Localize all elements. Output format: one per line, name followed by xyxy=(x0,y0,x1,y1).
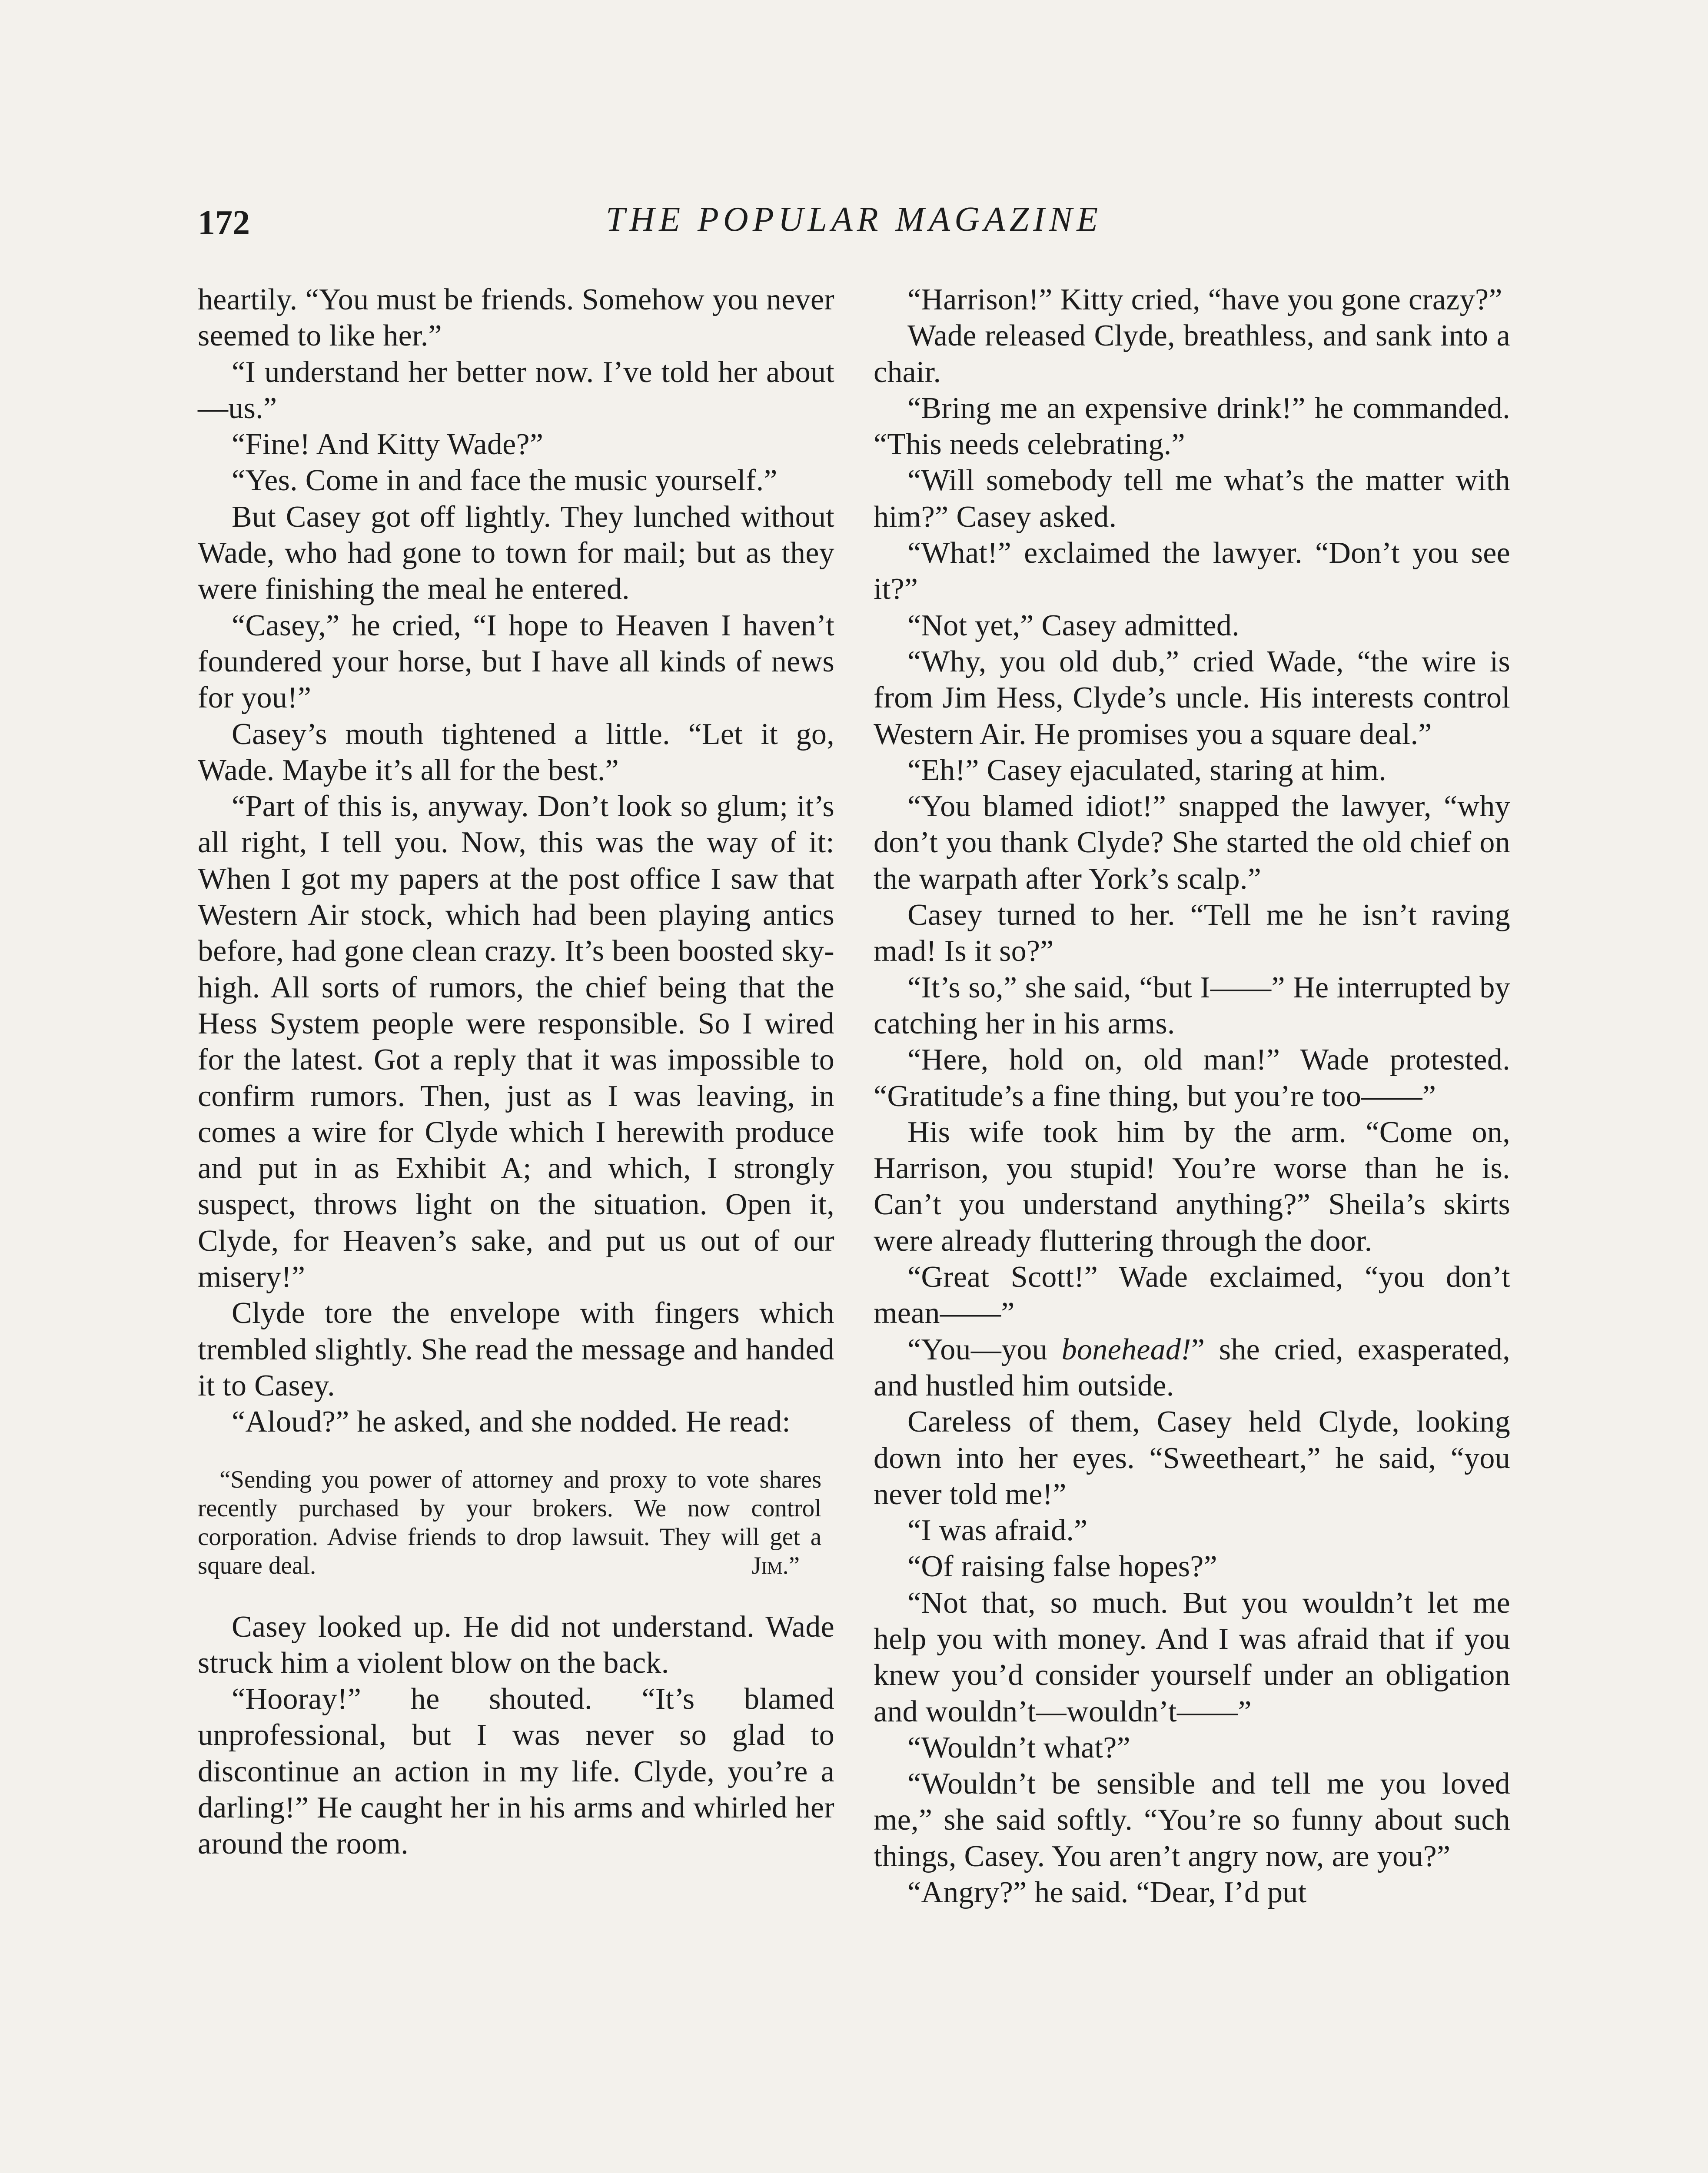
paragraph: “Wouldn’t be sensible and tell me you loved me,” she said softly. “You’re so funny about such things, Casey. You aren’t angry now, are you?” xyxy=(874,1767,1510,1873)
paragraph: “Of raising false hopes?” xyxy=(907,1550,1218,1584)
paragraph: “Here, hold on, old man!” Wade protested. “Gratitude’s a fine thing, but you’re too——” xyxy=(874,1043,1510,1113)
paragraph: Clyde tore the envelope with fingers which trembled slightly. She read the message and handed it to Casey. xyxy=(198,1296,834,1402)
paragraph: “Casey,” he cried, “I hope to Heaven I haven’t foundered your horse, but I have all kinds of news for you!” xyxy=(198,608,834,715)
emphasis-text: bonehead! xyxy=(1061,1332,1191,1366)
paragraph: Careless of them, Casey held Clyde, looking down into her eyes. “Sweetheart,” he said, “you never told me!” xyxy=(874,1405,1510,1511)
paragraph: “Aloud?” he asked, and she nodded. He read: xyxy=(232,1405,791,1439)
paragraph: Casey turned to her. “Tell me he isn’t raving mad! Is it so?” xyxy=(874,898,1510,968)
paragraph: “Great Scott!” Wade exclaimed, “you don’t mean——” xyxy=(874,1260,1510,1330)
paragraph: “Harrison!” Kitty cried, “have you gone crazy?” xyxy=(907,283,1502,316)
page-number: 172 xyxy=(198,204,250,242)
paragraph: “Will somebody tell me what’s the matter with him?” Casey asked. xyxy=(874,464,1510,534)
paragraph: “Part of this is, anyway. Don’t look so glum; it’s all right, I tell you. Now, this was the way of it: When I got my papers at the post office I saw that Western Air stock, which had been playing antics before, had gone clean crazy. It’s been boosted sky-high. All sorts of rumors, the chief being that the Hess System people were responsible. So I wired for the latest. Got a reply that it was impossible to confirm rumors. Then, just as I was leaving, in comes a wire for Clyde which I herewith produce and put in as Exhibit A; and which, I strongly suspect, throws light on the situation. Open it, Clyde, for Heaven’s sake, and put us out of our misery!” xyxy=(198,790,834,1294)
paragraph: “Not yet,” Casey admitted. xyxy=(907,608,1239,642)
telegram-signature: Jim.” xyxy=(751,1552,800,1579)
paragraph: “I understand her better now. I’ve told her about—us.” xyxy=(198,355,834,425)
paragraph: But Casey got off lightly. They lunched without Wade, who had gone to town for mail; but as they were finishing the meal he entered. xyxy=(198,500,834,606)
paragraph: “What!” exclaimed the lawyer. “Don’t you see it?” xyxy=(874,536,1510,606)
paragraph: “Hooray!” he shouted. “It’s blamed unprofessional, but I was never so glad to discontinue an action in my life. Clyde, you’re a darling!” He caught her in his arms and whirled her around the room. xyxy=(198,1682,834,1861)
paragraph: “I was afraid.” xyxy=(907,1514,1088,1548)
paragraph: “Wouldn’t what?” xyxy=(907,1731,1130,1764)
paragraph: His wife took him by the arm. “Come on, Harrison, you stupid! You’re worse than he is. Can’t you understand anything?” Sheila’s skirts were already fluttering through the door. xyxy=(874,1115,1510,1258)
left-column xyxy=(198,282,834,1862)
telegram-text: “Sending you power of attorney and proxy to vote shares recently purchased by your brokers. We now control corporation. Advise friends to drop lawsuit. They will get a square deal. xyxy=(198,1465,821,1579)
paragraph-text: ” she cried, exasperated, and hustled him outside. xyxy=(874,1332,1510,1402)
paragraph: “Yes. Come in and face the music yourself.” xyxy=(232,464,778,498)
page-header xyxy=(198,198,1510,250)
paragraph: “Bring me an expensive drink!” he commanded. “This needs celebrating.” xyxy=(874,391,1510,462)
paragraph xyxy=(874,1332,1510,1404)
paragraph: “Eh!” Casey ejaculated, staring at him. xyxy=(907,753,1387,787)
paragraph: “You blamed idiot!” snapped the lawyer, “why don’t you thank Clyde? She started the old chief on the warpath after York’s scalp.” xyxy=(874,790,1510,896)
paragraph: “Not that, so much. But you wouldn’t let me help you with money. And I was afraid that if you knew you’d consider yourself under an obligation and wouldn’t—wouldn’t——” xyxy=(874,1586,1510,1728)
paragraph: “Fine! And Kitty Wade?” xyxy=(232,428,544,462)
paragraph: Casey’s mouth tightened a little. “Let it go, Wade. Maybe it’s all for the best.” xyxy=(198,717,834,787)
paragraph: “It’s so,” she said, “but I——” He interrupted by catching her in his arms. xyxy=(874,970,1510,1040)
paragraph: “Angry?” he said. “Dear, I’d put xyxy=(907,1876,1307,1910)
telegram-quote xyxy=(198,1465,821,1580)
right-column xyxy=(874,282,1510,1911)
paragraph-text: “You—you xyxy=(907,1332,1062,1366)
magazine-title: THE POPULAR MAGAZINE xyxy=(605,200,1103,239)
paragraph: heartily. “You must be friends. Somehow you never seemed to like her.” xyxy=(198,283,834,353)
paragraph: Casey looked up. He did not understand. Wade struck him a violent blow on the back. xyxy=(198,1610,834,1680)
paragraph: Wade released Clyde, breathless, and sank into a chair. xyxy=(874,319,1510,389)
paragraph: “Why, you old dub,” cried Wade, “the wire is from Jim Hess, Clyde’s uncle. His interests control Western Air. He promises you a square deal.” xyxy=(874,645,1510,751)
